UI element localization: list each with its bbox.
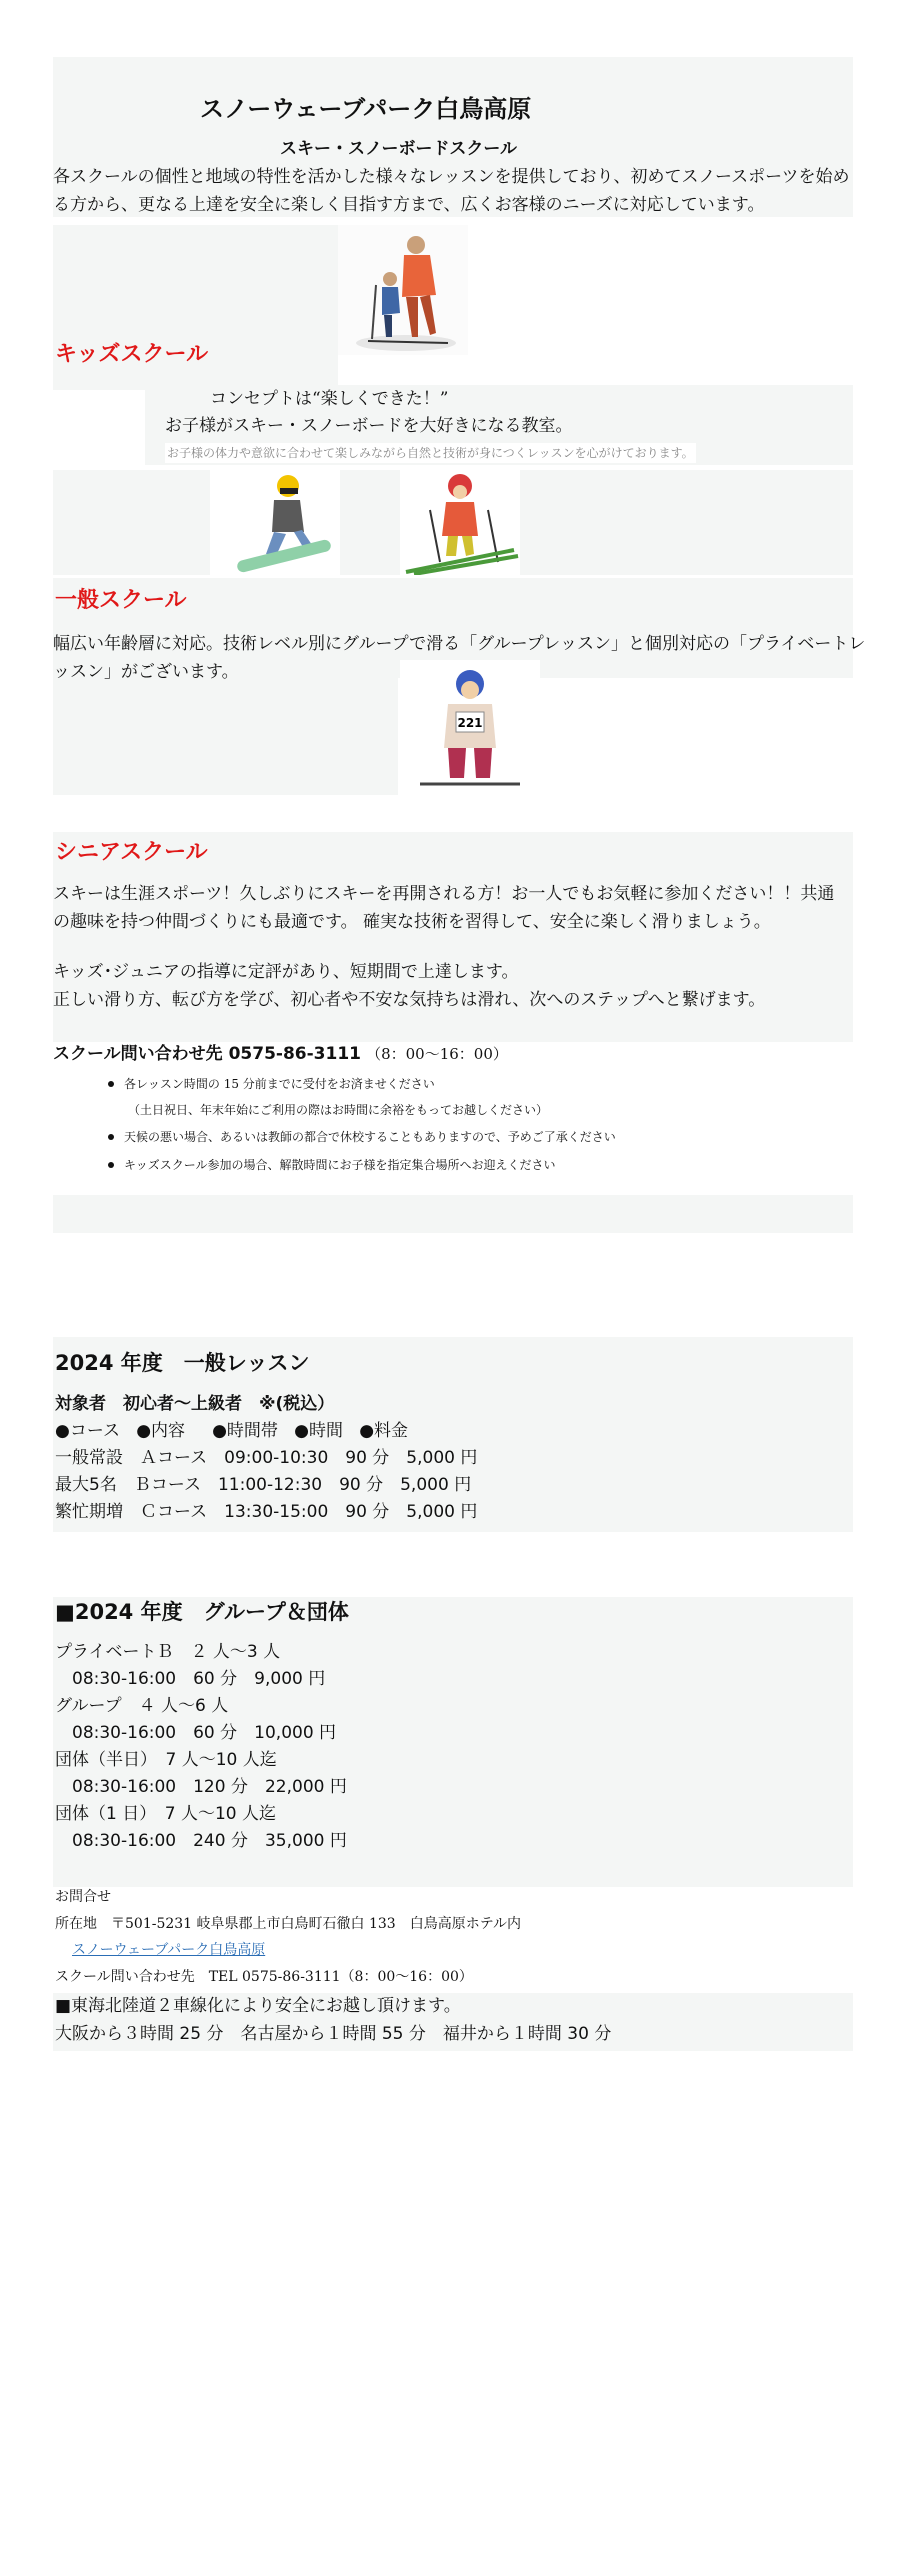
site-link[interactable]: スノーウェーブパーク白鳥高原 <box>72 1942 266 1958</box>
group-line: プライベートＢ ２ 人～3 人 <box>55 1642 281 1662</box>
kids-concept: コンセプトは“楽しくできた！” <box>210 389 449 409</box>
group-line: 団体（1 日） 7 人～10 人迄 <box>55 1804 276 1824</box>
ski-instructor-image <box>338 225 468 355</box>
note-subline: （土日祝日、年末年始にご利用の際はお時間に余裕をもってお越しください） <box>128 1103 549 1117</box>
intro-line-1: 各スクールの個性と地域の特性を活かした様々なレッスンを提供しており、初めてスノースポーツを始め <box>53 167 850 187</box>
lessons-heading: 2024 年度 一般レッスン <box>55 1351 310 1375</box>
senior-heading: シニアスクール <box>55 840 208 865</box>
lessons-columns <box>55 1417 408 1445</box>
col-price: ●料金 <box>359 1421 409 1441</box>
bib-skier-image <box>400 660 540 795</box>
access-times: 大阪から３時間 25 分 名古屋から１時間 55 分 福井から１時間 30 分 <box>55 2024 612 2044</box>
tel-line: スクール問い合わせ先 TEL 0575-86-3111（8：00～16：00） <box>55 1969 473 1985</box>
access-heading: ■東海北陸道２車線化により安全にお越し頂けます。 <box>55 1996 461 2016</box>
school-contact-label: スクール問い合わせ先 0575-86-3111 <box>53 1044 361 1064</box>
page-subtitle: スキー・スノーボードスクール <box>280 139 517 159</box>
school-contact <box>53 1040 508 1068</box>
senior-line-1: スキーは生涯スポーツ！久しぶりにスキーを再開される方！お一人でもお気軽に参加ください！！共通 <box>53 884 835 904</box>
lesson-row: 一般常設 Ａコース 09:00-10:30 90 分 5,000 円 <box>55 1448 478 1468</box>
col-timeslot: ●時間帯 <box>212 1421 278 1441</box>
general-line-2: ッスン」がございます。 <box>53 662 239 682</box>
school-contact-hours: （8：00～16：00） <box>366 1045 508 1063</box>
note-item: 各レッスン時間の 15 分前までに受付をお済ませください <box>108 1074 435 1094</box>
note-item: 天候の悪い場合、あるいは教師の都合で休校することもありますので、予めご了承ください <box>108 1127 616 1147</box>
kids-line-2: お子様の体力や意欲に合わせて楽しみながら自然と技術が身につくレッスンを心がけております。 <box>165 443 696 463</box>
group-line: 団体（半日） 7 人～10 人迄 <box>55 1750 277 1770</box>
note-item: キッズスクール参加の場合、解散時間にお子様を指定集合場所へお迎えください <box>108 1155 556 1175</box>
contact-tail-panel <box>53 1195 853 1233</box>
senior-line-2: の趣味を持つ仲間づくりにも最適です。 確実な技術を習得して、安全に楽しく滑りましょう。 <box>53 912 771 932</box>
col-course: ●コース <box>55 1421 120 1441</box>
lessons-target: 対象者 初心者～上級者 ※(税込） <box>55 1394 335 1414</box>
kids-heading: キッズスクール <box>55 342 209 367</box>
general-line-1: 幅広い年齢層に対応。技術レベル別にグループで滑る「グループレッスン」と個別対応の「プライベートレ <box>53 634 866 654</box>
page-title: スノーウェーブパーク白鳥高原 <box>200 95 532 123</box>
snowboarder-image <box>210 470 340 575</box>
lesson-row: 最大5名 Ｂコース 11:00-12:30 90 分 5,000 円 <box>55 1475 472 1495</box>
inquiry-label: お問合せ <box>55 1889 111 1905</box>
kids-line-1: お子様がスキー・スノーボードを大好きになる教室。 <box>165 416 573 436</box>
bib-number: 221 <box>457 716 483 730</box>
general-heading: 一般スクール <box>55 588 187 613</box>
group-line: 08:30-16:00 60 分 10,000 円 <box>55 1723 337 1743</box>
senior-line-3: キッズ･ジュニアの指導に定評があり、短期間で上達します。 <box>53 962 519 982</box>
group-line: 08:30-16:00 240 分 35,000 円 <box>55 1831 347 1851</box>
group-line: 08:30-16:00 120 分 22,000 円 <box>55 1777 347 1797</box>
group-heading: ■2024 年度 グループ＆団体 <box>55 1600 349 1624</box>
lesson-row: 繁忙期増 Ｃコース 13:30-15:00 90 分 5,000 円 <box>55 1502 478 1522</box>
group-line: グループ ４ 人～6 人 <box>55 1696 229 1716</box>
intro-line-2: る方から、更なる上達を安全に楽しく目指す方まで、広くお客様のニーズに対応しています。 <box>53 195 765 215</box>
address: 所在地 〒501-5231 岐阜県郡上市白鳥町石徹白 133 白鳥高原ホテル内 <box>55 1916 522 1932</box>
col-content: ●内容 <box>136 1421 186 1441</box>
child-skier-image <box>400 470 520 575</box>
senior-line-4: 正しい滑り方、転び方を学び、初心者や不安な気持ちは滑れ、次へのステップへと繋げます。 <box>53 990 766 1010</box>
group-line: 08:30-16:00 60 分 9,000 円 <box>55 1669 326 1689</box>
col-duration: ●時間 <box>294 1421 343 1441</box>
